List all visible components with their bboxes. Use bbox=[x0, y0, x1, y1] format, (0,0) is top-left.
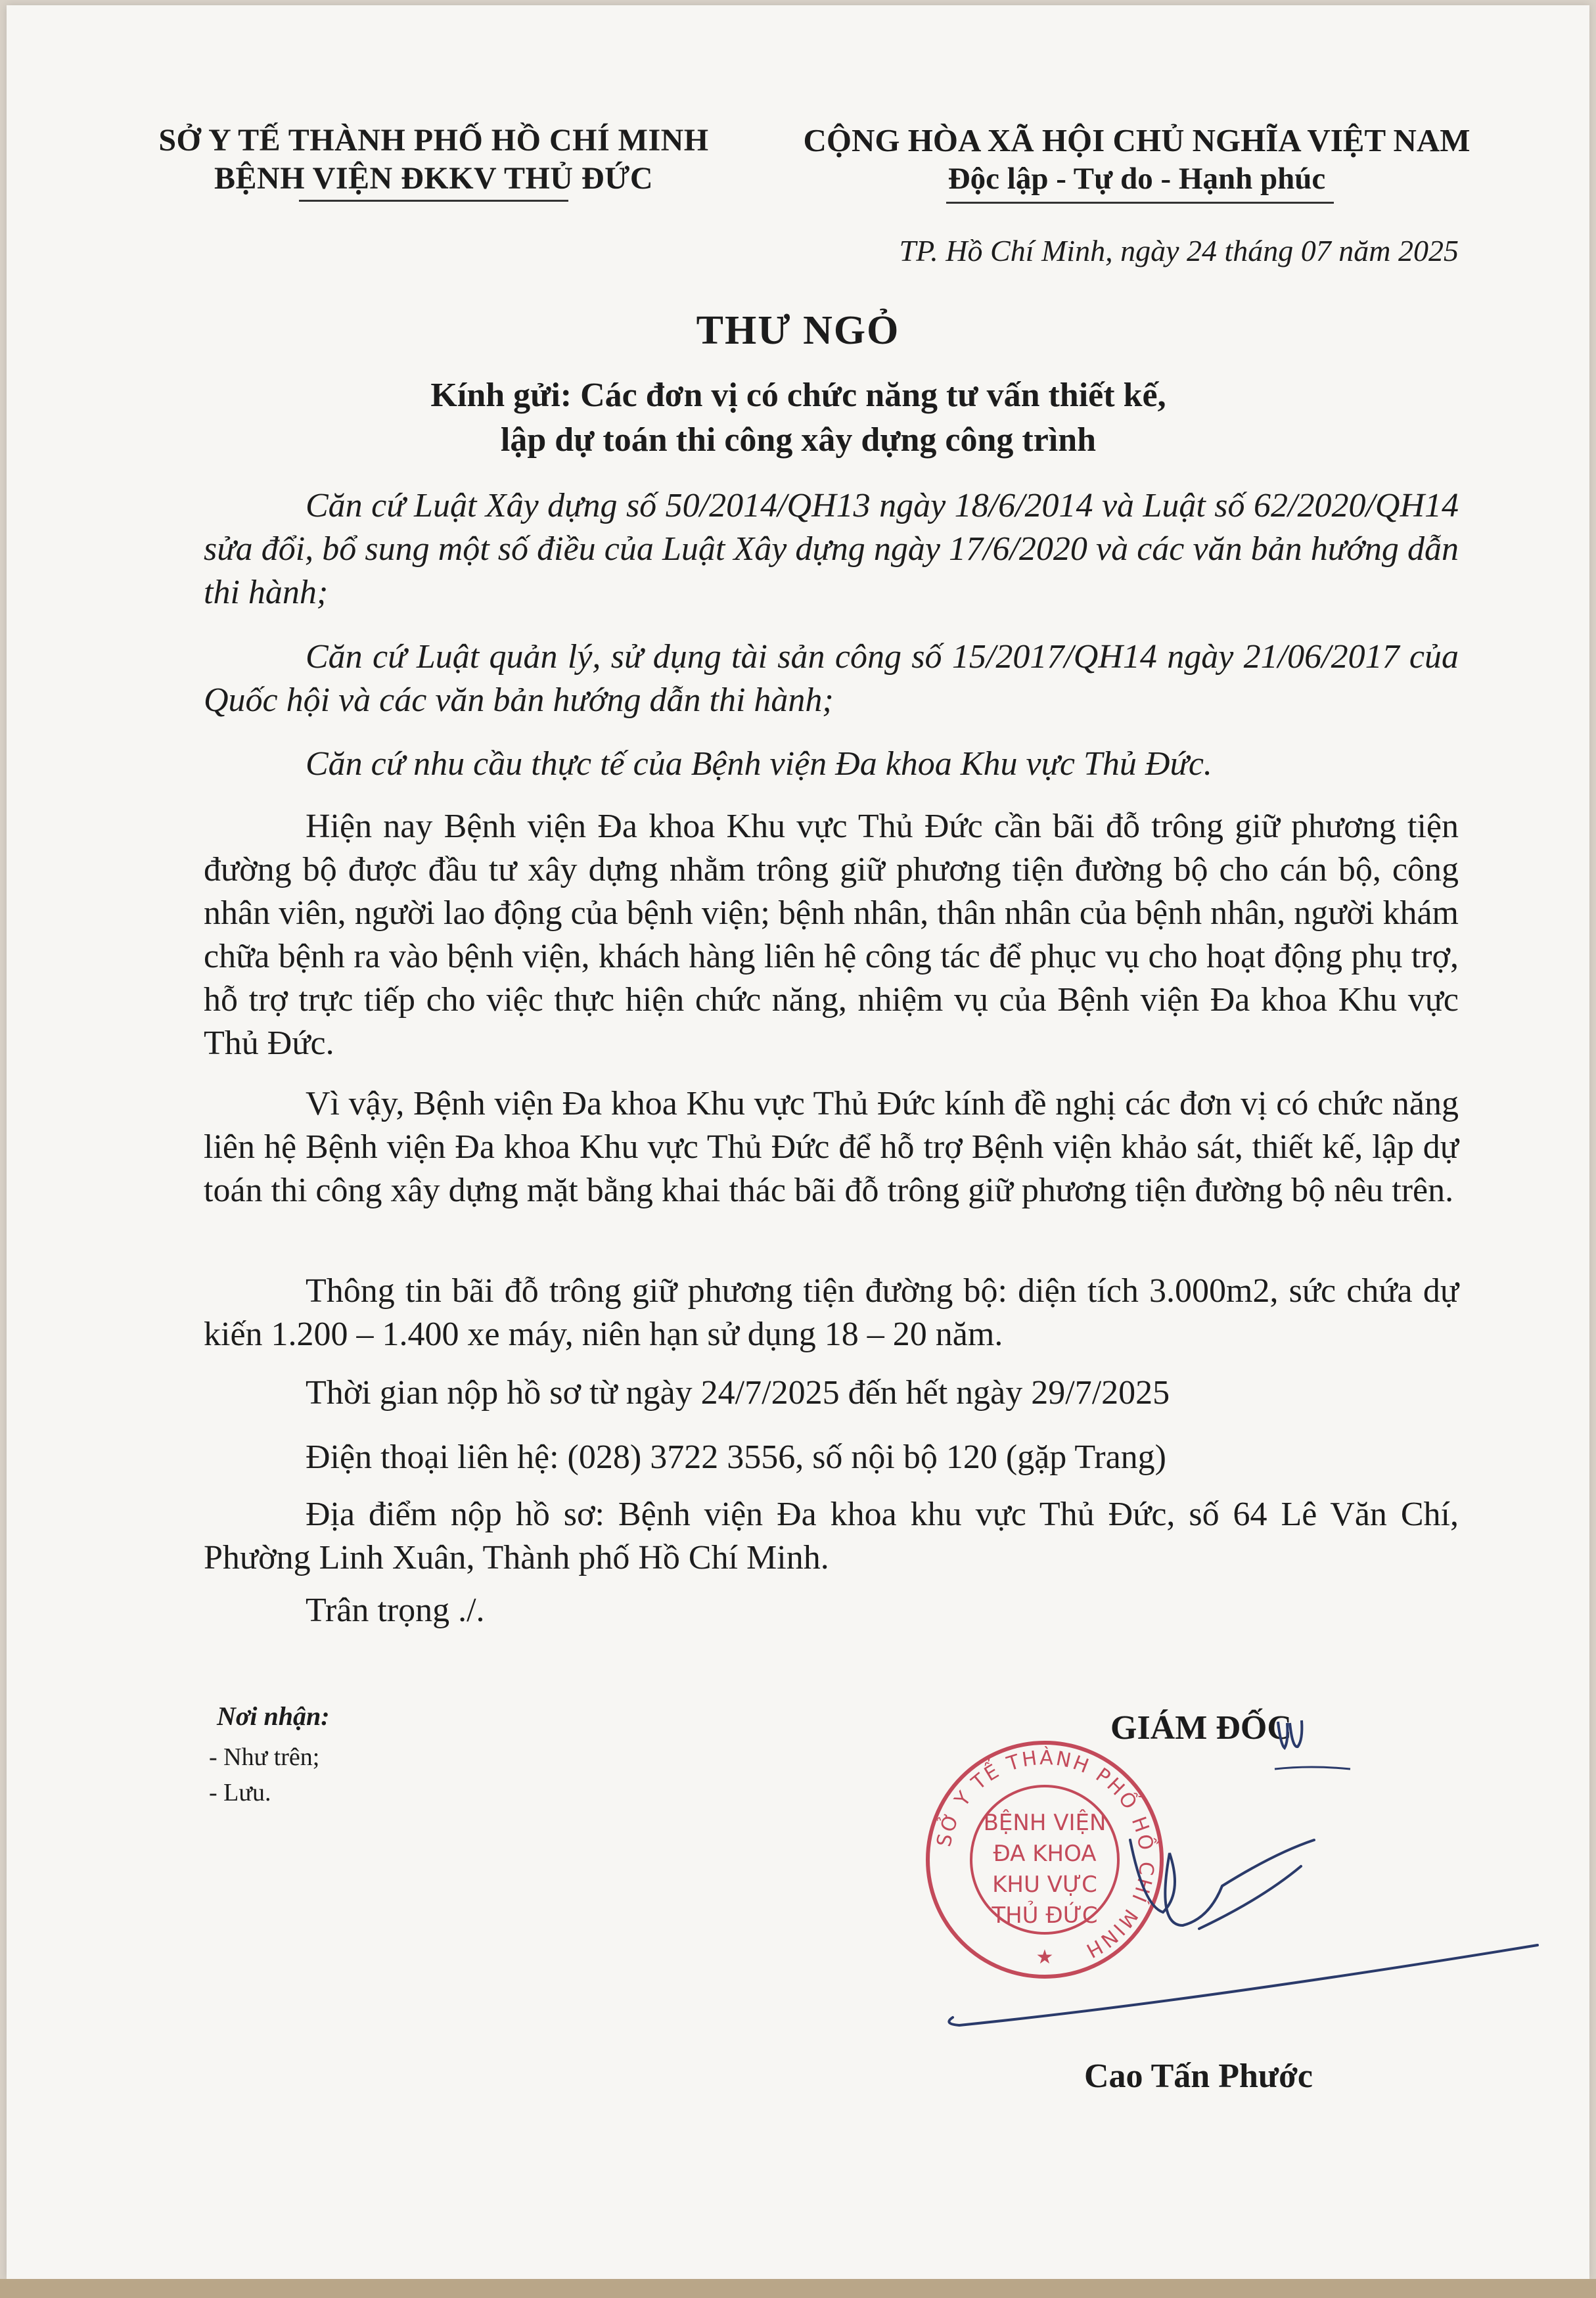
body-paragraph: Hiện nay Bệnh viện Đa khoa Khu vực Thủ Đức cần bãi đỗ trông giữ phương tiện đường bộ được đầu tư xây dựng nhằm trông giữ phương tiện đường bộ cho cán bộ, công nhân viên, người lao động của bệnh viện; bệnh nhân, thân nhân của bệnh nhân, người khám chữa bệnh ra vào bệnh viện, khách hàng liên hệ công tác để phục vụ cho hoạt động phụ trợ, hỗ trợ trực tiếp cho việc thực hiện chức năng, nhiệm vụ của Bệnh viện Đa khoa Khu vực Thủ Đức. bbox=[204, 808, 1459, 1062]
recipients-title: Nơi nhận: bbox=[217, 1701, 330, 1731]
national-header bbox=[785, 122, 1488, 198]
org-line-1: SỞ Y TẾ THÀNH PHỐ HỒ CHÍ MINH bbox=[158, 123, 709, 158]
issuing-organization bbox=[131, 122, 736, 198]
initial-mark bbox=[1271, 1709, 1363, 1781]
greeting-line-1: Kính gửi: Các đơn vị có chức năng tư vấn thiết kế, bbox=[430, 377, 1166, 414]
background-edge bbox=[0, 2279, 1596, 2298]
document-date: TP. Hồ Chí Minh, ngày 24 tháng 07 năm 2025 bbox=[899, 234, 1459, 267]
svg-text:★: ★ bbox=[1036, 1946, 1054, 1969]
basis-paragraph: Căn cứ nhu cầu thực tế của Bệnh viện Đa khoa Khu vực Thủ Đức. bbox=[306, 745, 1212, 783]
greeting-line-2: lập dự toán thi công xây dựng công trình bbox=[500, 421, 1097, 459]
seal-center-line: BỆNH VIỆN bbox=[983, 1810, 1106, 1836]
seal-center-line: THỦ ĐỨC bbox=[992, 1902, 1098, 1929]
seal-center-line: ĐA KHOA bbox=[993, 1841, 1097, 1867]
seal-ring-text: SỞ Y TẾ THÀNH PHỐ HỒ CHÍ MINH bbox=[932, 1746, 1158, 1964]
signer-name: Cao Tấn Phước bbox=[1084, 2057, 1313, 2095]
basis-paragraph: Căn cứ Luật Xây dựng số 50/2014/QH13 ngày 18/6/2014 và Luật số 62/2020/QH14 sửa đổi, bổ sung một số điều của Luật Xây dựng ngày 17/6/2020 và các văn bản hướng dẫn thi hành; bbox=[204, 487, 1459, 611]
body-paragraph: Thời gian nộp hồ sơ từ ngày 24/7/2025 đến hết ngày 29/7/2025 bbox=[306, 1374, 1170, 1412]
seal-center-line: KHU VỰC bbox=[992, 1872, 1097, 1898]
closing-line: Trân trọng ./. bbox=[306, 1592, 485, 1629]
nation-line-1: CỘNG HÒA XÃ HỘI CHỦ NGHĨA VIỆT NAM bbox=[803, 122, 1471, 158]
signer-position: GIÁM ĐỐC bbox=[1110, 1709, 1292, 1747]
nation-motto: Độc lập - Tự do - Hạnh phúc bbox=[947, 162, 1326, 196]
basis-paragraph: Căn cứ Luật quản lý, sử dụng tài sản công số 15/2017/QH14 ngày 21/06/2017 của Quốc hội và các văn bản hướng dẫn thi hành; bbox=[204, 638, 1459, 719]
org-underline bbox=[299, 200, 568, 202]
body-paragraph: Địa điểm nộp hồ sơ: Bệnh viện Đa khoa khu vực Thủ Đức, số 64 Lê Văn Chí, Phường Linh Xuân, Thành phố Hồ Chí Minh. bbox=[204, 1496, 1459, 1576]
body-paragraph: Thông tin bãi đỗ trông giữ phương tiện đường bộ: diện tích 3.000m2, sức chứa dự kiến 1.200 – 1.400 xe máy, niên hạn sử dụng 18 – 20 năm. bbox=[204, 1272, 1459, 1353]
recipient-item: - Lưu. bbox=[209, 1779, 271, 1806]
org-line-2: BỆNH VIỆN ĐKKV THỦ ĐỨC bbox=[214, 161, 653, 196]
document-title: THƯ NGỎ bbox=[696, 308, 900, 353]
body-paragraph: Điện thoại liên hệ: (028) 3722 3556, số nội bộ 120 (gặp Trang) bbox=[306, 1438, 1166, 1476]
body-paragraph: Vì vậy, Bệnh viện Đa khoa Khu vực Thủ Đức kính đề nghị các đơn vị có chức năng liên hệ Bệnh viện Đa khoa Khu vực Thủ Đức để hỗ trợ Bệnh viện khảo sát, thiết kế, lập dự toán thi công xây dựng mặt bằng khai thác bãi đỗ trông giữ phương tiện đường bộ nêu trên. bbox=[204, 1085, 1459, 1209]
handwritten-signature bbox=[933, 1827, 1551, 2044]
greeting bbox=[197, 373, 1400, 463]
recipient-item: - Như trên; bbox=[209, 1743, 320, 1771]
motto-underline bbox=[946, 202, 1334, 204]
